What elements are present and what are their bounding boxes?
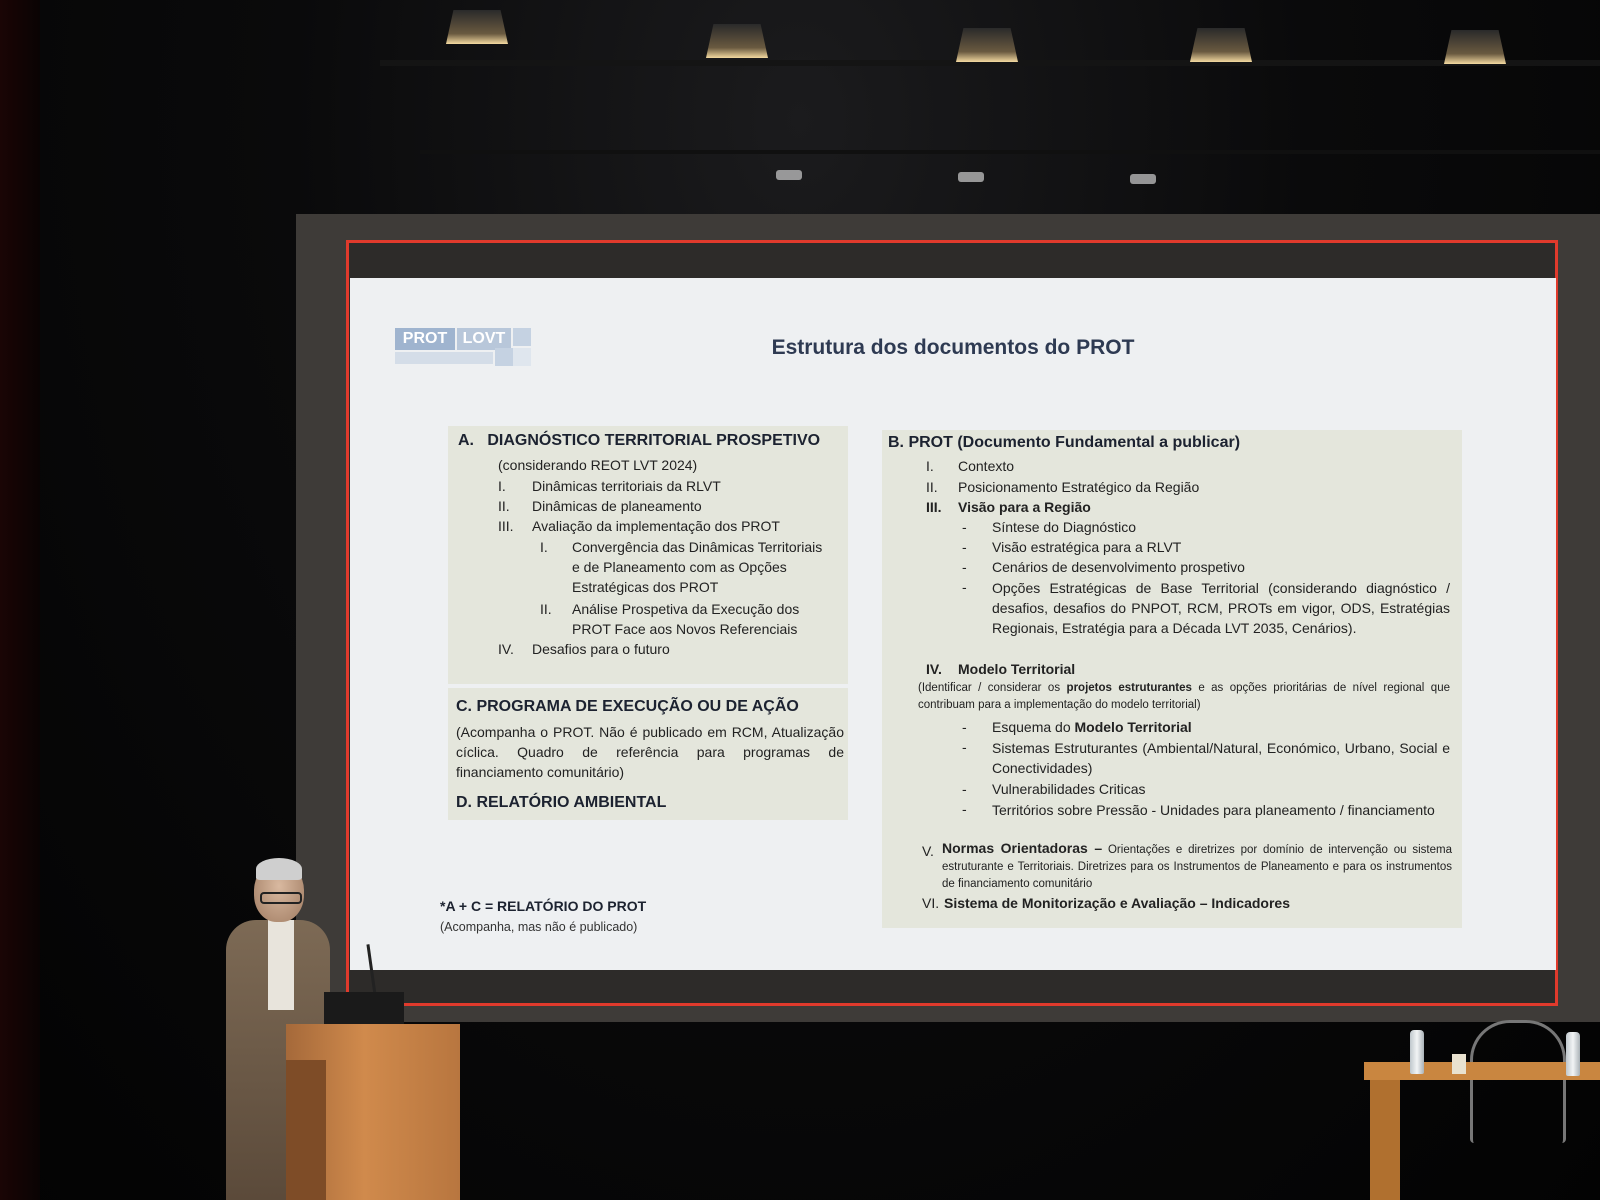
- stage-light: [446, 10, 508, 44]
- bullet-dash: -: [962, 739, 967, 755]
- b-iv-note: (Identificar / considerar os projetos estruturantes e as opções prioritárias de nível regional que contribuam para a implementação do modelo territorial): [918, 682, 1450, 711]
- b-item-text: Modelo Territorial: [958, 661, 1076, 677]
- b-bullet-text: Vulnerabilidades Criticas: [992, 781, 1146, 797]
- footnote: *A + C = RELATÓRIO DO PROT: [440, 898, 647, 914]
- bullet-dash: -: [962, 781, 967, 797]
- section-c-heading: C. PROGRAMA DE EXECUÇÃO OU DE AÇÃO: [456, 698, 799, 715]
- b-v-text: Normas Orientadoras – Orientações e diretrizes por domínio de intervenção ou sistema estruturante e Territoriais. Diretrizes para os Instrumentos de Planeamento e para os instrumentos de financiamento comunitário: [942, 840, 1452, 890]
- bullet-dash: -: [962, 519, 967, 535]
- b-item-num: II.: [926, 479, 938, 495]
- b-bullet-text: Síntese do Diagnóstico: [992, 519, 1136, 535]
- b-vi-text: Sistema de Monitorização e Avaliação – Indicadores: [944, 895, 1290, 911]
- slide-title: Estrutura dos documentos do PROT: [771, 336, 1135, 359]
- bullet-dash: -: [962, 719, 967, 735]
- stage-light: [706, 24, 768, 58]
- cup: [1452, 1054, 1466, 1074]
- b-bullet-text: Sistemas Estruturantes (Ambiental/Natural, Económico, Urbano, Social e Conectividades): [992, 740, 1450, 776]
- curtain: [0, 0, 40, 1200]
- b-bullet-text: Territórios sobre Pressão - Unidades para planeamento / financiamento: [992, 802, 1435, 818]
- section-b-heading: B. PROT (Documento Fundamental a publicar): [888, 434, 1241, 451]
- a-subitem-num: II.: [540, 601, 552, 617]
- a-subitem-text: Convergência das Dinâmicas Territoriais: [572, 539, 823, 555]
- bullet-dash: -: [962, 579, 967, 595]
- stage-light: [1444, 30, 1506, 64]
- b-bullet-text: Visão estratégica para a RLVT: [992, 539, 1182, 555]
- speaker-shirt: [268, 920, 294, 1010]
- lectern-side: [286, 1060, 326, 1200]
- a-item-text: Avaliação da implementação dos PROT: [532, 518, 780, 534]
- a-item-num: I.: [498, 478, 506, 494]
- lighting-truss-lower: [420, 150, 1600, 154]
- b-item-text: Posicionamento Estratégico da Região: [958, 479, 1200, 495]
- speaker-hair: [256, 858, 302, 880]
- a-item-num: IV.: [498, 641, 514, 657]
- a-item-text: Dinâmicas territoriais da RLVT: [532, 478, 721, 494]
- section-b-box: [882, 430, 1462, 928]
- a-item-text: Dinâmicas de planeamento: [532, 498, 702, 514]
- bullet-dash: -: [962, 539, 967, 555]
- chair: [1470, 1020, 1566, 1143]
- a-subitem-text: Estratégicas dos PROT: [572, 579, 719, 595]
- stage-light-small: [776, 170, 802, 180]
- water-bottle: [1566, 1032, 1580, 1076]
- speaker-glasses: [260, 892, 302, 904]
- footnote-sub: (Acompanha, mas não é publicado): [440, 920, 638, 934]
- a-subitem-text: PROT Face aos Novos Referenciais: [572, 621, 798, 637]
- logo-prot-text: PROT: [395, 328, 455, 350]
- section-a-box: [448, 426, 848, 684]
- a-subitem-num: I.: [540, 539, 548, 555]
- bullet-dash: -: [962, 559, 967, 575]
- section-c-body: (Acompanha o PROT. Não é publicado em RCM, Atualização cíclica. Quadro de referência para programas de financiamento comunitário): [456, 724, 844, 780]
- stage-light-small: [958, 172, 984, 182]
- stage-light-small: [1130, 174, 1156, 184]
- b-item-num: IV.: [926, 661, 942, 677]
- section-d-heading: D. RELATÓRIO AMBIENTAL: [456, 794, 667, 811]
- b-bullet-text: Esquema do Modelo Territorial: [992, 719, 1192, 735]
- a-subitem-text: Análise Prospetiva da Execução dos: [572, 601, 800, 617]
- section-a-subtitle: (considerando REOT LVT 2024): [498, 457, 698, 473]
- stage-light: [1190, 28, 1252, 62]
- presentation-slide: [350, 278, 1556, 970]
- b-item-text: Contexto: [958, 458, 1015, 474]
- a-subitem-text: e de Planeamento com as Opções: [572, 559, 787, 575]
- bullet-dash: -: [962, 801, 967, 817]
- section-a-heading: A. DIAGNÓSTICO TERRITORIAL PROSPETIVO: [458, 432, 821, 449]
- b-item-num: V.: [922, 843, 934, 859]
- b-item-num: I.: [926, 458, 934, 474]
- section-c-d-box: [448, 688, 848, 820]
- b-bullet-text: Opções Estratégicas de Base Territorial (considerando diagnóstico / desafios, desafios do PNPOT, RCM, PROTs em vigor, ODS, Estratégias Regionais, Estratégia para a Década LVT 2035, Cenários).: [992, 580, 1450, 636]
- stage-light: [956, 28, 1018, 62]
- b-bullet-text: Cenários de desenvolvimento prospetivo: [992, 559, 1245, 575]
- logo-lovt-text: LOVT: [457, 328, 511, 350]
- water-bottle: [1410, 1030, 1424, 1074]
- a-item-num: II.: [498, 498, 510, 514]
- table-leg: [1370, 1080, 1400, 1200]
- b-item-num: VI.: [922, 895, 940, 911]
- a-item-num: III.: [498, 518, 514, 534]
- a-item-text: Desafios para o futuro: [532, 641, 670, 657]
- b-item-text: Visão para a Região: [958, 499, 1091, 515]
- panel-table: [1364, 1062, 1600, 1080]
- b-item-num: III.: [926, 499, 942, 515]
